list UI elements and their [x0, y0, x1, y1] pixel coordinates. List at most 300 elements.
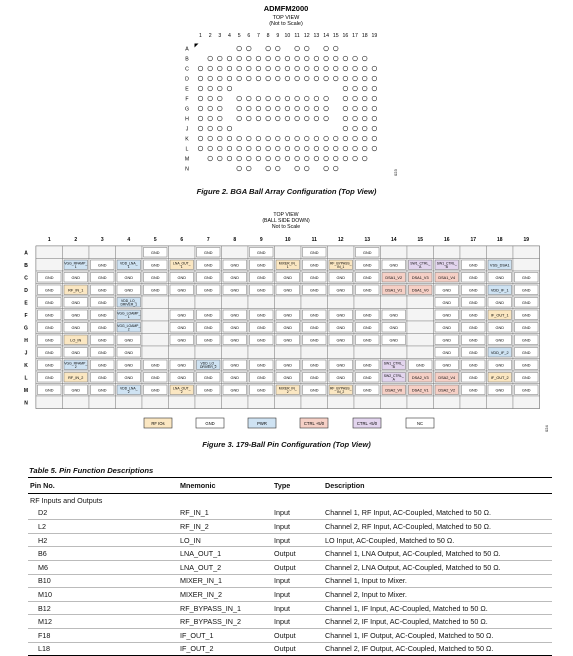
pin-label: SW2_CTRL_ A: [383, 373, 404, 382]
pin-label: RF_IN_1: [68, 288, 84, 293]
pin-label: VDD_LO_ DRIVER_2: [199, 361, 217, 369]
legend-label: CTRL +5/0: [303, 420, 325, 426]
ball: [314, 76, 319, 81]
pin-grid-cell: [63, 246, 90, 259]
legend-label: RF IOs: [151, 420, 165, 426]
pin-label: GND: [336, 288, 345, 293]
pin-column-label: 12: [337, 237, 344, 243]
pin-label: GND: [177, 338, 186, 343]
ball: [275, 66, 280, 71]
pin-label: GND: [71, 275, 80, 280]
pin-label: GND: [495, 388, 504, 393]
pin-row-label: J: [24, 350, 28, 357]
pin-label: GND: [310, 313, 319, 318]
legend-label: CTRL +5/0: [356, 420, 378, 426]
pin-grid-cell: [222, 346, 249, 359]
mnemonic: MIXER_IN_1: [178, 574, 272, 588]
ball: [266, 96, 271, 101]
pin-label: SW1_CTRL_ A: [410, 261, 431, 269]
pin-label: GND: [389, 325, 398, 330]
pin-label: GND: [45, 350, 54, 355]
ball-row-label: D: [185, 76, 189, 83]
ball: [285, 146, 290, 151]
pin-grid-cell: [301, 396, 328, 409]
pin-label: GND: [204, 288, 213, 293]
pin-label: GND: [363, 338, 372, 343]
ball: [314, 146, 319, 151]
pin-row-label: D: [24, 287, 28, 294]
pin-grid-cell: [460, 396, 487, 409]
table-section-row: [28, 494, 552, 507]
ball: [362, 96, 367, 101]
pin-grid-cell: [222, 296, 249, 309]
pin-no: M12: [28, 615, 178, 629]
ball: [237, 136, 242, 141]
section-label: RF Inputs and Outputs: [30, 495, 103, 505]
pin-row-label: H: [24, 337, 28, 344]
pin-label: GND: [204, 388, 213, 393]
pin-row-label: B: [24, 262, 28, 269]
table-row: [28, 547, 552, 561]
ball: [304, 66, 309, 71]
ball: [198, 106, 203, 111]
ball-column-label: 16: [342, 33, 349, 39]
pin-label: GND: [98, 350, 107, 355]
ball: [362, 76, 367, 81]
pin-label: GND: [177, 375, 186, 380]
ball: [353, 76, 358, 81]
pin-grid-cell: [381, 396, 408, 409]
pin-grid-cell: [63, 396, 90, 409]
pin-grid-cell: [169, 396, 196, 409]
ball: [295, 156, 300, 161]
pin-grid-cell: [36, 246, 63, 259]
pin-label: MIXER_IN_ 2: [278, 386, 297, 394]
ball: [266, 106, 271, 111]
ball: [295, 46, 300, 51]
ball: [198, 126, 203, 131]
ball: [362, 86, 367, 91]
ball: [266, 136, 271, 141]
ball: [256, 96, 261, 101]
pin-column-label: 1: [47, 237, 51, 243]
pin-label: GND: [469, 350, 478, 355]
ball: [275, 76, 280, 81]
pin-label: GND: [71, 388, 80, 393]
pin-no: M6: [28, 560, 178, 574]
pin-label: GND: [495, 338, 504, 343]
pin-label: GND: [257, 325, 266, 330]
ball: [295, 146, 300, 151]
ball: [333, 76, 338, 81]
ball-column-label: 5: [237, 33, 241, 39]
ball-row-label: A: [185, 46, 189, 53]
ball: [247, 106, 252, 111]
pin-grid-cell: [275, 346, 302, 359]
pin-column-label: 14: [390, 237, 397, 243]
ball: [266, 56, 271, 61]
pin-grid-cell: [89, 396, 116, 409]
ball: [218, 136, 223, 141]
ball: [237, 166, 242, 171]
ball: [324, 166, 329, 171]
pin-label: GND: [230, 375, 239, 380]
pin-label: GND: [442, 338, 451, 343]
ball: [324, 46, 329, 51]
ball: [208, 116, 213, 121]
ball: [247, 66, 252, 71]
pin-label: GND: [469, 325, 478, 330]
pin-label: GND: [310, 388, 319, 393]
pin-label: GND: [442, 325, 451, 330]
pin-grid-cell: [407, 346, 434, 359]
ball: [208, 136, 213, 141]
ball: [275, 96, 280, 101]
pin-column-label: 7: [206, 237, 210, 243]
pin-label: GND: [177, 363, 186, 368]
ball: [295, 136, 300, 141]
pin-row-label: F: [24, 312, 28, 319]
pin-label: LO_IN: [70, 338, 82, 343]
pin-label: GND: [257, 388, 266, 393]
pin-row-label: G: [24, 325, 28, 332]
ball: [285, 76, 290, 81]
ball: [362, 146, 367, 151]
mnemonic: RF_IN_1: [178, 507, 272, 520]
ball: [266, 146, 271, 151]
ball: [285, 56, 290, 61]
pin-label: GND: [257, 313, 266, 318]
pin-no: L2: [28, 520, 178, 534]
ball: [266, 156, 271, 161]
ball: [237, 46, 242, 51]
ball: [266, 76, 271, 81]
pin-label: DSA1_V1: [385, 288, 403, 293]
pin-grid-cell: [275, 396, 302, 409]
ball: [295, 76, 300, 81]
pin-label: GND: [283, 363, 292, 368]
bga-ball-array-figure: [0, 0, 573, 200]
ball-row-label: N: [185, 166, 189, 173]
ball: [333, 156, 338, 161]
ball: [256, 116, 261, 121]
ball: [237, 76, 242, 81]
pin-label: GND: [98, 338, 107, 343]
pin-label: DSA2_V1: [411, 388, 429, 393]
mnemonic: RF_IN_2: [178, 520, 272, 534]
header-type: Type: [272, 478, 323, 494]
pin-column-label: 17: [470, 237, 477, 243]
pin-label: GND: [230, 388, 239, 393]
ball: [343, 136, 348, 141]
ball: [208, 146, 213, 151]
pin-type: Output: [272, 560, 323, 574]
table-row: [28, 507, 552, 520]
ball: [324, 106, 329, 111]
ball: [237, 96, 242, 101]
ball: [285, 106, 290, 111]
ball: [304, 106, 309, 111]
pin-label: GND: [336, 375, 345, 380]
ball: [227, 126, 232, 131]
pin-label: GND: [310, 263, 319, 268]
pin-grid-cell: [328, 396, 355, 409]
description: Channel 1, IF Input, AC-Coupled, Matched to 50 Ω.: [323, 601, 552, 615]
legend-label: PWR: [257, 420, 267, 426]
pin-no: B6: [28, 547, 178, 561]
pin-grid-cell: [36, 259, 63, 272]
pin-label: GND: [257, 338, 266, 343]
pin-column-label: 19: [523, 237, 530, 243]
fig2-subtitle-scale: (Not to Scale): [269, 21, 303, 27]
ball: [324, 66, 329, 71]
ball: [343, 146, 348, 151]
ball: [372, 116, 377, 121]
ball: [275, 46, 280, 51]
pin-function-table: [28, 477, 552, 656]
ball: [362, 126, 367, 131]
pin-label: RF_BYPASS_ IN_2: [329, 386, 352, 394]
ball: [198, 116, 203, 121]
ball-row-label: J: [185, 126, 189, 133]
pin-label: GND: [442, 288, 451, 293]
pin-label: GND: [124, 288, 133, 293]
pin-grid-cell: [354, 296, 381, 309]
pin-label: IF_OUT_2: [490, 375, 509, 380]
ball: [304, 116, 309, 121]
pin-label: GND: [45, 338, 54, 343]
pin-grid-cell: [195, 396, 222, 409]
ball: [372, 76, 377, 81]
pin-grid-cell: [301, 296, 328, 309]
ball: [314, 156, 319, 161]
ball: [362, 156, 367, 161]
pin-column-label: 6: [180, 237, 184, 243]
pin-grid-cell: [116, 246, 143, 259]
pin-column-label: 10: [284, 237, 291, 243]
pin-label: GND: [522, 275, 531, 280]
figure-3-caption: Figure 3. 179-Ball Pin Configuration (Top View): [202, 440, 371, 449]
ball: [353, 66, 358, 71]
pin-label: SW1_CTRL_ B: [436, 261, 457, 269]
pin-column-label: 18: [496, 237, 503, 243]
ball: [266, 116, 271, 121]
pin-label: GND: [442, 350, 451, 355]
ball: [295, 96, 300, 101]
ball: [237, 156, 242, 161]
pin-label: GND: [151, 250, 160, 255]
ball: [247, 76, 252, 81]
pin-type: Input: [272, 507, 323, 520]
pin-label: GND: [230, 338, 239, 343]
pin-row-label: E: [24, 300, 28, 307]
ball-column-label: 12: [303, 33, 310, 39]
pin-label: DSA2_V0: [385, 388, 403, 393]
pin-grid-cell: [142, 396, 169, 409]
ball: [304, 56, 309, 61]
ball: [314, 116, 319, 121]
pin-label: VGG_RFAMP_ 1: [64, 261, 88, 269]
pin-grid-cell: [487, 246, 514, 259]
pin-label: GND: [204, 325, 213, 330]
pin-label: GND: [204, 375, 213, 380]
pin-grid-cell: [407, 246, 434, 259]
pin-grid-cell: [142, 346, 169, 359]
pin-label: GND: [45, 325, 54, 330]
ball: [198, 146, 203, 151]
ball-row-label: C: [185, 66, 189, 73]
fig2-title: ADMFM2000: [263, 4, 309, 13]
ball: [218, 96, 223, 101]
table-row: [28, 574, 552, 588]
pin-grid-cell: [248, 396, 275, 409]
pin-label: GND: [363, 250, 372, 255]
pin-label: GND: [177, 288, 186, 293]
ball: [247, 156, 252, 161]
ball: [314, 56, 319, 61]
ball: [353, 116, 358, 121]
ball: [275, 146, 280, 151]
ball: [372, 86, 377, 91]
pin-grid-cell: [407, 309, 434, 322]
pin-label: GND: [257, 363, 266, 368]
table-row: [28, 615, 552, 629]
ball: [218, 156, 223, 161]
ball: [208, 66, 213, 71]
pin-label: GND: [98, 375, 107, 380]
header-pin-no: Pin No.: [28, 478, 178, 494]
ball-column-label: 19: [371, 33, 378, 39]
pin-grid-cell: [195, 296, 222, 309]
pin-no: F18: [28, 628, 178, 642]
ball: [275, 116, 280, 121]
pin-column-label: 3: [100, 237, 104, 243]
pin-label: GND: [310, 288, 319, 293]
pin-label: GND: [495, 275, 504, 280]
pin-label: GND: [310, 375, 319, 380]
pin-label: GND: [336, 313, 345, 318]
ball: [343, 66, 348, 71]
ball: [353, 86, 358, 91]
ball: [218, 56, 223, 61]
pin-label: MIXER_IN_ 1: [278, 261, 297, 269]
pin-label: GND: [98, 388, 107, 393]
pin-grid-cell: [195, 346, 222, 359]
ball-row-label: K: [185, 136, 189, 143]
ball-row-label: M: [184, 156, 190, 163]
pin-label: GND: [151, 275, 160, 280]
ball-column-label: 15: [332, 33, 339, 39]
pin-grid-cell: [513, 246, 540, 259]
pin-grid-cell: [328, 346, 355, 359]
pin-type: Output: [272, 547, 323, 561]
ball: [353, 136, 358, 141]
pin-column-label: 8: [233, 237, 237, 243]
ball: [247, 56, 252, 61]
ball: [343, 106, 348, 111]
legend-label: NC: [416, 420, 424, 426]
ball: [208, 126, 213, 131]
pin-label: GND: [151, 388, 160, 393]
mnemonic: IF_OUT_2: [178, 642, 272, 656]
ball: [227, 146, 232, 151]
pin-grid-cell: [248, 346, 275, 359]
ball: [333, 166, 338, 171]
pin-label: IF_OUT_1: [490, 313, 509, 318]
pin-label: GND: [204, 313, 213, 318]
pin-label: GND: [177, 275, 186, 280]
mnemonic: MIXER_IN_2: [178, 588, 272, 602]
pin-grid-cell: [169, 346, 196, 359]
pin-column-label: 2: [74, 237, 78, 243]
ball: [372, 146, 377, 151]
pin-label: GND: [363, 388, 372, 393]
ball: [266, 46, 271, 51]
pin-label: VGG_LOAMP_ 1: [117, 311, 141, 319]
ball: [256, 146, 261, 151]
ball: [247, 96, 252, 101]
pin-label: GND: [45, 288, 54, 293]
pin-label: GND: [230, 363, 239, 368]
pin-label: GND: [230, 325, 239, 330]
pin-label: GND: [495, 300, 504, 305]
ball: [218, 76, 223, 81]
ball: [218, 116, 223, 121]
pin-label: GND: [469, 263, 478, 268]
pin-label: GND: [310, 363, 319, 368]
pin-label: GND: [98, 263, 107, 268]
ball: [353, 56, 358, 61]
pin-label: DSA2_V2: [438, 388, 456, 393]
fig3-header-ball-side: (BALL SIDE DOWN): [262, 218, 310, 224]
ball-column-label: 6: [247, 33, 251, 39]
ball: [227, 66, 232, 71]
fig3-header-scale: Not to Scale: [271, 224, 301, 230]
pin-label: GND: [522, 325, 531, 330]
pin-label: GND: [336, 363, 345, 368]
mnemonic: LO_IN: [178, 533, 272, 547]
pin-label: GND: [98, 288, 107, 293]
pin-grid-cell: [407, 296, 434, 309]
legend-label: GND: [205, 420, 215, 426]
pin-label: GND: [230, 263, 239, 268]
pin-no: M10: [28, 588, 178, 602]
pin-label: VDD_LO_ DRIVER_1: [120, 298, 138, 307]
ball: [343, 96, 348, 101]
ball: [247, 146, 252, 151]
pin-label: GND: [45, 313, 54, 318]
table-row: [28, 520, 552, 534]
ball: [295, 106, 300, 111]
pin-label: DSA1_V0: [411, 288, 429, 293]
pin-configuration-figure: [0, 208, 573, 448]
mnemonic: LNA_OUT_1: [178, 547, 272, 561]
pin-grid-cell: [487, 396, 514, 409]
ball: [324, 76, 329, 81]
ball: [353, 106, 358, 111]
pin-row-label: K: [24, 362, 28, 369]
ball: [324, 116, 329, 121]
ball: [362, 116, 367, 121]
pin-label: GND: [469, 275, 478, 280]
pin-label: GND: [124, 350, 133, 355]
pin-label: GND: [257, 275, 266, 280]
pin-label: GND: [469, 313, 478, 318]
pin-label: GND: [283, 325, 292, 330]
pin-grid-cell: [354, 396, 381, 409]
pin-label: GND: [363, 325, 372, 330]
ball: [227, 86, 232, 91]
